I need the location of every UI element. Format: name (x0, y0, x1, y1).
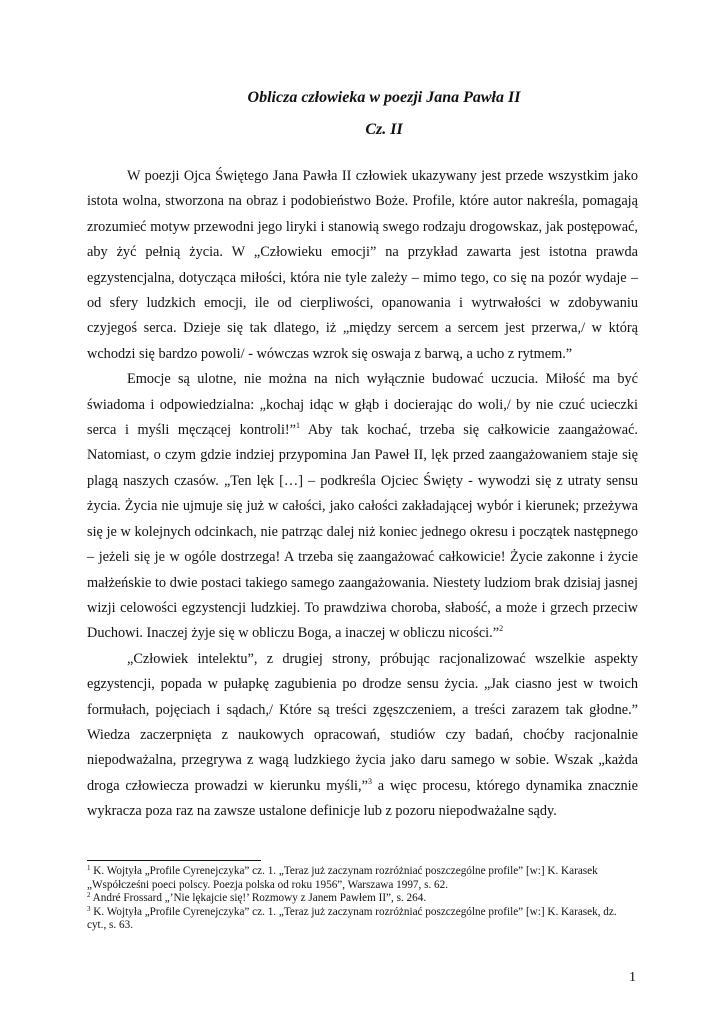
page-number: 1 (629, 970, 636, 985)
paragraph (87, 367, 638, 646)
paragraph-text: W poezji Ojca Świętego Jana Pawła II człowiek ukazywany jest przede wszystkim jako istota wolna, stworzona na obraz i podobieństwo Boże. Profile, które autor nakreśla, pomagają zrozumieć motyw przewodni jego liryki i stanowią swego rodzaju drogowskaz, jak postępować, aby żyć pełnią życia. W „Człowieku emocji” na przykład zawarta jest istotna prawda egzystencjalna, dotycząca miłości, która nie tyle zależy – mimo tego, co się na pozór wydaje – od sfery ludzkich emocji, ile od cierpliwości, opanowania i wytrwałości w zdobywaniu czyjegoś serca. Dzieje się tak dlatego, iż „między sercem a sercem jest przerwa,/ w którą wchodzi się bardzo powoli/ - wówczas wzrok się oswaja z barwą, a ucho z rytmem.” (87, 168, 638, 362)
footnote (87, 865, 638, 892)
footnote-text: André Frossard „’Nie lękajcie się!’ Rozmowy z Janem Pawłem II”, s. 264. (90, 892, 427, 905)
paragraph-text: „Człowiek intelektu”, z drugiej strony, próbując racjonalizować wszelkie aspekty egzystencji, popada w pułapkę zagubienia po drodze sensu życia. „Jak ciasno jest w twoich formułach, pojęciach i sądach,/ Które są treści zgęszczeniem, a treści zarazem tak głodne.” Wiedza zaczerpnięta z naukowych opracowań, studiów czy badań, choćby racjonalnie niepodważalna, przegrywa z wagą ludzkiego życia jako daru samego w sobie. Wszak „każda droga człowiecza prowadzi w kierunku myśli,” (87, 650, 638, 794)
footnote-ref: 3 (367, 776, 372, 786)
footnote-number: 3 (87, 904, 91, 913)
footnote-number: 2 (87, 891, 91, 900)
paragraph (87, 164, 638, 367)
document-title: Oblicza człowieka w poezji Jana Pawła II (247, 89, 521, 106)
paragraph-text: Emocje są ulotne, nie można na nich wyłącznie budować uczucia. Miłość ma być świadoma i odpowiedzialna: „kochaj idąc w głąb i docierając do woli,/ by nie czuć ucieczki serca i myśli męczącej kontroli!” (87, 371, 638, 439)
footnote-number: 1 (87, 864, 91, 872)
footnotes (87, 865, 638, 933)
footnote-separator (87, 860, 261, 861)
footnote (87, 892, 638, 906)
document-subtitle: Cz. II (365, 121, 403, 138)
body-text (87, 164, 638, 825)
footnote-text: K. Wojtyła „Profile Cyrenejczyka” cz. 1. „Teraz już zaczynam rozróżniać poszczególne profile” [w:] K. Karasek „Współcześni poeci polscy. Poezja polska od roku 1956”, Warszawa 1997, s. 62. (87, 865, 598, 891)
footnote-ref: 2 (499, 624, 504, 634)
paragraph (87, 647, 638, 825)
footnote-text: K. Wojtyła „Profile Cyrenejczyka” cz. 1. „Teraz już zaczynam rozróżniać poszczególne profile” [w:] K. Karasek, dz. cyt., s. 63. (87, 905, 617, 932)
paragraph-text: Aby tak kochać, trzeba się całkowicie zaangażować. Natomiast, o czym gdzie indziej przypomina Jan Paweł II, lęk przed zaangażowaniem staje się plagą naszych czasów. „Ten lęk […] – podkreśla Ojciec Święty - wywodzi się z utraty sensu życia. Życia nie ujmuje się już w całości, jako całości zakładającej wybór i kierunek; przeżywa się je w kolejnych odcinkach, nie patrząc dalej niż koniec jednego okresu i początek następnego – jeżeli się je w ogóle dostrzega! A trzeba się zaangażować całkowicie! Życie zakonne i życie małżeńskie to dwie postaci takiego samego zaangażowania. Niestety ludziom brak dzisiaj jasnej wizji celowości egzystencji ludzkiej. To prawdziwa choroba, słabość, a może i grzech przeciw Duchowi. Inaczej żyje się w obliczu Boga, a inaczej w obliczu nicości.” (87, 422, 639, 642)
paragraph-text: a więc procesu, którego dynamika znacznie wykracza poza raz na zawsze ustalone definicje lub z pozoru niepodważalne sądy. (87, 777, 638, 820)
footnote (87, 906, 638, 933)
footnote-ref: 1 (296, 421, 301, 431)
